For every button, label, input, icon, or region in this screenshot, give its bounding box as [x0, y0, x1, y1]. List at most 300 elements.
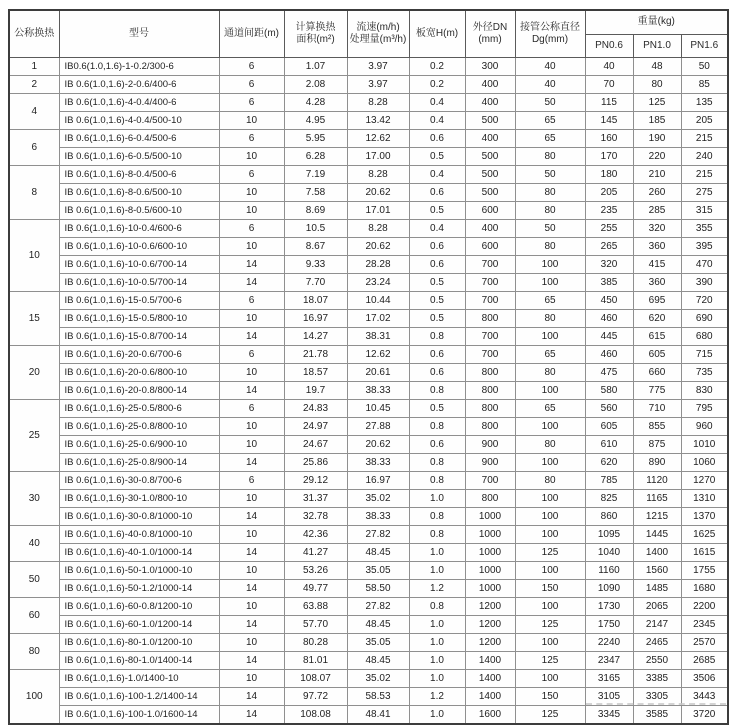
pn10-cell: 3305 — [633, 687, 681, 705]
flow-cell: 23.24 — [347, 273, 409, 291]
flow-cell: 35.05 — [347, 633, 409, 651]
area-cell: 7.19 — [284, 165, 347, 183]
pn06-cell: 460 — [585, 345, 633, 363]
flow-cell: 12.62 — [347, 345, 409, 363]
flow-cell: 48.45 — [347, 543, 409, 561]
area-cell: 29.12 — [284, 471, 347, 489]
model-cell: IB 0.6(1.0,1.6)-60-0.8/1200-10 — [59, 597, 219, 615]
pn06-cell: 475 — [585, 363, 633, 381]
pn06-cell: 265 — [585, 237, 633, 255]
pn16-cell: 315 — [681, 201, 728, 219]
spacing-cell: 10 — [219, 633, 284, 651]
width-cell: 1.0 — [409, 633, 465, 651]
flow-cell: 35.05 — [347, 561, 409, 579]
pn10-cell: 620 — [633, 309, 681, 327]
width-cell: 0.8 — [409, 597, 465, 615]
pn16-cell: 355 — [681, 219, 728, 237]
dg-cell: 40 — [515, 75, 585, 93]
flow-cell: 35.02 — [347, 489, 409, 507]
flow-cell: 10.45 — [347, 399, 409, 417]
pn06-cell: 610 — [585, 435, 633, 453]
pn06-cell: 1090 — [585, 579, 633, 597]
pn16-cell: 1010 — [681, 435, 728, 453]
pn10-cell: 875 — [633, 435, 681, 453]
width-cell: 0.6 — [409, 129, 465, 147]
dn-cell: 500 — [465, 183, 515, 201]
dg-cell: 100 — [515, 327, 585, 345]
spacing-cell: 10 — [219, 525, 284, 543]
table-row — [9, 129, 728, 147]
spacing-cell: 14 — [219, 705, 284, 724]
pn06-cell: 1160 — [585, 561, 633, 579]
spacing-cell: 10 — [219, 201, 284, 219]
spec-sheet — [8, 9, 729, 725]
pn06-cell: 785 — [585, 471, 633, 489]
pn16-cell: 735 — [681, 363, 728, 381]
spacing-cell: 10 — [219, 561, 284, 579]
pn16-cell: 135 — [681, 93, 728, 111]
model-cell: IB 0.6(1.0,1.6)-60-1.0/1200-14 — [59, 615, 219, 633]
model-cell: IB 0.6(1.0,1.6)-4-0.4/400-6 — [59, 93, 219, 111]
width-cell: 0.5 — [409, 201, 465, 219]
pn10-cell: 1485 — [633, 579, 681, 597]
model-cell: IB 0.6(1.0,1.6)-10-0.5/700-14 — [59, 273, 219, 291]
dn-cell: 400 — [465, 75, 515, 93]
spacing-cell: 14 — [219, 615, 284, 633]
table-row — [9, 489, 728, 507]
header-flow-line1: 流速(m/h) — [356, 21, 400, 33]
model-cell: IB 0.6(1.0,1.6)-25-0.8/900-14 — [59, 453, 219, 471]
table-row — [9, 93, 728, 111]
nominal-cell: 30 — [9, 471, 59, 525]
area-cell: 41.27 — [284, 543, 347, 561]
area-cell: 108.08 — [284, 705, 347, 724]
pn10-cell: 190 — [633, 129, 681, 147]
dn-cell: 1000 — [465, 507, 515, 525]
spacing-cell: 10 — [219, 111, 284, 129]
spacing-cell: 10 — [219, 489, 284, 507]
pn16-cell: 85 — [681, 75, 728, 93]
model-cell: IB 0.6(1.0,1.6)-20-0.6/800-10 — [59, 363, 219, 381]
pn10-cell: 125 — [633, 93, 681, 111]
dn-cell: 500 — [465, 111, 515, 129]
dn-cell: 800 — [465, 489, 515, 507]
table-row — [9, 471, 728, 489]
width-cell: 0.8 — [409, 327, 465, 345]
pn06-cell: 445 — [585, 327, 633, 345]
width-cell: 0.6 — [409, 255, 465, 273]
pn16-cell: 275 — [681, 183, 728, 201]
table-row — [9, 543, 728, 561]
spacing-cell: 14 — [219, 327, 284, 345]
dn-cell: 1000 — [465, 525, 515, 543]
model-cell: IB 0.6(1.0,1.6)-6-0.4/500-6 — [59, 129, 219, 147]
pn06-cell: 385 — [585, 273, 633, 291]
area-cell: 10.5 — [284, 219, 347, 237]
width-cell: 1.0 — [409, 705, 465, 724]
dg-cell: 100 — [515, 669, 585, 687]
flow-cell: 20.61 — [347, 363, 409, 381]
area-cell: 8.69 — [284, 201, 347, 219]
spacing-cell: 14 — [219, 273, 284, 291]
pn16-cell: 960 — [681, 417, 728, 435]
pn06-cell: 170 — [585, 147, 633, 165]
spacing-cell: 6 — [219, 399, 284, 417]
model-cell: IB 0.6(1.0,1.6)-1.0/1400-10 — [59, 669, 219, 687]
dg-cell: 40 — [515, 57, 585, 75]
nominal-cell: 20 — [9, 345, 59, 399]
pn10-cell: 285 — [633, 201, 681, 219]
area-cell: 16.97 — [284, 309, 347, 327]
table-row — [9, 507, 728, 525]
pn06-cell: 235 — [585, 201, 633, 219]
spacing-cell: 14 — [219, 381, 284, 399]
pn16-cell: 2570 — [681, 633, 728, 651]
dn-cell: 400 — [465, 93, 515, 111]
pn10-cell: 210 — [633, 165, 681, 183]
header-dg-line2: Dg(mm) — [531, 33, 569, 45]
nominal-cell: 40 — [9, 525, 59, 561]
dg-cell: 80 — [515, 237, 585, 255]
pn16-cell: 3506 — [681, 669, 728, 687]
model-cell: IB 0.6(1.0,1.6)-8-0.4/500-6 — [59, 165, 219, 183]
width-cell: 0.5 — [409, 291, 465, 309]
pn16-cell: 1625 — [681, 525, 728, 543]
nominal-cell: 8 — [9, 165, 59, 219]
dg-cell: 80 — [515, 435, 585, 453]
spacing-cell: 14 — [219, 687, 284, 705]
spacing-cell: 14 — [219, 651, 284, 669]
pn16-cell: 215 — [681, 129, 728, 147]
model-cell: IB 0.6(1.0,1.6)-80-1.0/1200-10 — [59, 633, 219, 651]
pn16-cell: 1615 — [681, 543, 728, 561]
spacing-cell: 6 — [219, 471, 284, 489]
pn10-cell: 1120 — [633, 471, 681, 489]
dg-cell: 80 — [515, 471, 585, 489]
model-cell: IB 0.6(1.0,1.6)-40-0.8/1000-10 — [59, 525, 219, 543]
table-row — [9, 561, 728, 579]
pn10-cell: 1560 — [633, 561, 681, 579]
width-cell: 0.5 — [409, 273, 465, 291]
flow-cell: 3.97 — [347, 57, 409, 75]
width-cell: 0.8 — [409, 453, 465, 471]
dg-cell: 125 — [515, 651, 585, 669]
area-cell: 1.07 — [284, 57, 347, 75]
flow-cell: 38.31 — [347, 327, 409, 345]
model-cell: IB 0.6(1.0,1.6)-8-0.6/500-10 — [59, 183, 219, 201]
dn-cell: 1200 — [465, 597, 515, 615]
table-row — [9, 345, 728, 363]
width-cell: 0.8 — [409, 471, 465, 489]
width-cell: 0.4 — [409, 93, 465, 111]
table-row — [9, 615, 728, 633]
header-flow — [347, 10, 409, 57]
area-cell: 63.88 — [284, 597, 347, 615]
width-cell: 0.6 — [409, 237, 465, 255]
dn-cell: 700 — [465, 327, 515, 345]
table-row — [9, 579, 728, 597]
table-row — [9, 291, 728, 309]
area-cell: 14.27 — [284, 327, 347, 345]
area-cell: 19.7 — [284, 381, 347, 399]
model-cell: IB 0.6(1.0,1.6)-20-0.6/700-6 — [59, 345, 219, 363]
pn06-cell: 3345 — [585, 705, 633, 724]
dg-cell: 65 — [515, 399, 585, 417]
header-pn16: PN1.6 — [681, 34, 728, 57]
flow-cell: 17.02 — [347, 309, 409, 327]
pn06-cell: 620 — [585, 453, 633, 471]
dg-cell: 125 — [515, 615, 585, 633]
header-dn-line1: 外径DN — [472, 21, 508, 33]
pn16-cell: 3720 — [681, 705, 728, 724]
spacing-cell: 10 — [219, 309, 284, 327]
width-cell: 1.0 — [409, 669, 465, 687]
pn10-cell: 2465 — [633, 633, 681, 651]
area-cell: 2.08 — [284, 75, 347, 93]
spacing-cell: 6 — [219, 291, 284, 309]
pn16-cell: 830 — [681, 381, 728, 399]
flow-cell: 8.28 — [347, 219, 409, 237]
nominal-cell: 4 — [9, 93, 59, 129]
pn06-cell: 255 — [585, 219, 633, 237]
spacing-cell: 6 — [219, 129, 284, 147]
pn06-cell: 2347 — [585, 651, 633, 669]
flow-cell: 38.33 — [347, 381, 409, 399]
dn-cell: 500 — [465, 147, 515, 165]
nominal-cell: 25 — [9, 399, 59, 471]
area-cell: 18.07 — [284, 291, 347, 309]
width-cell: 0.4 — [409, 219, 465, 237]
area-cell: 31.37 — [284, 489, 347, 507]
flow-cell: 16.97 — [347, 471, 409, 489]
model-cell: IB 0.6(1.0,1.6)-100-1.2/1400-14 — [59, 687, 219, 705]
spacing-cell: 6 — [219, 345, 284, 363]
pn16-cell: 2200 — [681, 597, 728, 615]
table-row — [9, 147, 728, 165]
width-cell: 0.2 — [409, 57, 465, 75]
pn10-cell: 710 — [633, 399, 681, 417]
table-row — [9, 237, 728, 255]
pn06-cell: 560 — [585, 399, 633, 417]
dn-cell: 1400 — [465, 687, 515, 705]
width-cell: 0.8 — [409, 381, 465, 399]
pn06-cell: 320 — [585, 255, 633, 273]
pn06-cell: 40 — [585, 57, 633, 75]
dn-cell: 900 — [465, 435, 515, 453]
header-spacing: 通道间距(m) — [219, 10, 284, 57]
pn16-cell: 690 — [681, 309, 728, 327]
dg-cell: 100 — [515, 255, 585, 273]
width-cell: 0.6 — [409, 363, 465, 381]
dg-cell: 65 — [515, 291, 585, 309]
area-cell: 18.57 — [284, 363, 347, 381]
pn16-cell: 205 — [681, 111, 728, 129]
spacing-cell: 10 — [219, 417, 284, 435]
width-cell: 1.0 — [409, 489, 465, 507]
pn06-cell: 1750 — [585, 615, 633, 633]
model-cell: IB 0.6(1.0,1.6)-100-1.0/1600-14 — [59, 705, 219, 724]
width-cell: 1.2 — [409, 687, 465, 705]
dn-cell: 800 — [465, 381, 515, 399]
area-cell: 97.72 — [284, 687, 347, 705]
dn-cell: 700 — [465, 291, 515, 309]
flow-cell: 20.62 — [347, 435, 409, 453]
pn16-cell: 1680 — [681, 579, 728, 597]
flow-cell: 27.82 — [347, 597, 409, 615]
nominal-cell: 10 — [9, 219, 59, 291]
area-cell: 7.58 — [284, 183, 347, 201]
table-row — [9, 399, 728, 417]
spacing-cell: 6 — [219, 219, 284, 237]
model-cell: IB 0.6(1.0,1.6)-50-1.0/1000-10 — [59, 561, 219, 579]
area-cell: 24.67 — [284, 435, 347, 453]
pn10-cell: 360 — [633, 237, 681, 255]
dn-cell: 400 — [465, 129, 515, 147]
spacing-cell: 14 — [219, 255, 284, 273]
dg-cell: 100 — [515, 525, 585, 543]
dg-cell: 80 — [515, 309, 585, 327]
spacing-cell: 6 — [219, 165, 284, 183]
spacing-cell: 10 — [219, 183, 284, 201]
spacing-cell: 6 — [219, 75, 284, 93]
dn-cell: 1600 — [465, 705, 515, 724]
flow-cell: 28.28 — [347, 255, 409, 273]
flow-cell: 20.62 — [347, 237, 409, 255]
pn06-cell: 825 — [585, 489, 633, 507]
table-row — [9, 651, 728, 669]
pn10-cell: 3385 — [633, 669, 681, 687]
header-dn-line2: (mm) — [478, 33, 502, 45]
dg-cell: 150 — [515, 579, 585, 597]
header-area-line1: 计算换热 — [295, 21, 336, 33]
nominal-cell: 100 — [9, 669, 59, 724]
model-cell: IB 0.6(1.0,1.6)-15-0.5/800-10 — [59, 309, 219, 327]
width-cell: 0.2 — [409, 75, 465, 93]
spacing-cell: 10 — [219, 147, 284, 165]
table-row — [9, 669, 728, 687]
pn06-cell: 205 — [585, 183, 633, 201]
dn-cell: 1000 — [465, 561, 515, 579]
spacing-cell: 14 — [219, 453, 284, 471]
table-header — [9, 10, 728, 57]
area-cell: 108.07 — [284, 669, 347, 687]
pn10-cell: 415 — [633, 255, 681, 273]
nominal-cell: 2 — [9, 75, 59, 93]
pn10-cell: 2147 — [633, 615, 681, 633]
pn10-cell: 605 — [633, 345, 681, 363]
model-cell: IB 0.6(1.0,1.6)-25-0.8/800-10 — [59, 417, 219, 435]
pn06-cell: 460 — [585, 309, 633, 327]
nominal-cell: 15 — [9, 291, 59, 345]
dn-cell: 600 — [465, 201, 515, 219]
dg-cell: 50 — [515, 93, 585, 111]
dg-cell: 150 — [515, 687, 585, 705]
pn10-cell: 695 — [633, 291, 681, 309]
pn16-cell: 1060 — [681, 453, 728, 471]
pn10-cell: 2065 — [633, 597, 681, 615]
pn10-cell: 2550 — [633, 651, 681, 669]
model-cell: IB 0.6(1.0,1.6)-2-0.6/400-6 — [59, 75, 219, 93]
flow-cell: 35.02 — [347, 669, 409, 687]
flow-cell: 48.45 — [347, 615, 409, 633]
width-cell: 1.0 — [409, 543, 465, 561]
pn06-cell: 70 — [585, 75, 633, 93]
pn10-cell: 855 — [633, 417, 681, 435]
flow-cell: 8.28 — [347, 93, 409, 111]
dg-cell: 50 — [515, 165, 585, 183]
pn06-cell: 1095 — [585, 525, 633, 543]
pn10-cell: 1165 — [633, 489, 681, 507]
area-cell: 8.67 — [284, 237, 347, 255]
width-cell: 0.6 — [409, 435, 465, 453]
flow-cell: 27.82 — [347, 525, 409, 543]
area-cell: 9.33 — [284, 255, 347, 273]
width-cell: 0.8 — [409, 507, 465, 525]
pn10-cell: 320 — [633, 219, 681, 237]
pn10-cell: 48 — [633, 57, 681, 75]
model-cell: IB 0.6(1.0,1.6)-30-0.8/700-6 — [59, 471, 219, 489]
dg-cell: 65 — [515, 129, 585, 147]
pn16-cell: 1270 — [681, 471, 728, 489]
dn-cell: 1200 — [465, 615, 515, 633]
spacing-cell: 10 — [219, 597, 284, 615]
header-pn10: PN1.0 — [633, 34, 681, 57]
watermark-artifact — [586, 697, 726, 705]
dg-cell: 100 — [515, 561, 585, 579]
width-cell: 1.0 — [409, 651, 465, 669]
dg-cell: 100 — [515, 417, 585, 435]
model-cell: IB 0.6(1.0,1.6)-10-0.6/700-14 — [59, 255, 219, 273]
model-cell: IB 0.6(1.0,1.6)-10-0.6/600-10 — [59, 237, 219, 255]
pn10-cell: 775 — [633, 381, 681, 399]
width-cell: 0.4 — [409, 165, 465, 183]
pn06-cell: 115 — [585, 93, 633, 111]
model-cell: IB 0.6(1.0,1.6)-6-0.5/500-10 — [59, 147, 219, 165]
flow-cell: 17.00 — [347, 147, 409, 165]
pn06-cell: 605 — [585, 417, 633, 435]
pn10-cell: 890 — [633, 453, 681, 471]
dg-cell: 80 — [515, 147, 585, 165]
pn06-cell: 3105 — [585, 687, 633, 705]
pn06-cell: 3165 — [585, 669, 633, 687]
width-cell: 0.5 — [409, 309, 465, 327]
dn-cell: 800 — [465, 363, 515, 381]
pn10-cell: 80 — [633, 75, 681, 93]
flow-cell: 20.62 — [347, 183, 409, 201]
dg-cell: 100 — [515, 633, 585, 651]
pn16-cell: 795 — [681, 399, 728, 417]
spacing-cell: 10 — [219, 363, 284, 381]
table-row — [9, 525, 728, 543]
pn10-cell: 660 — [633, 363, 681, 381]
width-cell: 0.5 — [409, 399, 465, 417]
area-cell: 32.78 — [284, 507, 347, 525]
nominal-cell: 80 — [9, 633, 59, 669]
width-cell: 0.8 — [409, 525, 465, 543]
flow-cell: 17.01 — [347, 201, 409, 219]
nominal-cell: 6 — [9, 129, 59, 165]
model-cell: IB 0.6(1.0,1.6)-50-1.2/1000-14 — [59, 579, 219, 597]
area-cell: 49.77 — [284, 579, 347, 597]
pn16-cell: 2345 — [681, 615, 728, 633]
table-row — [9, 75, 728, 93]
header-plate-width: 板宽H(m) — [409, 10, 465, 57]
table-row — [9, 111, 728, 129]
area-cell: 25.86 — [284, 453, 347, 471]
dn-cell: 1200 — [465, 633, 515, 651]
pn16-cell: 395 — [681, 237, 728, 255]
model-cell: IB 0.6(1.0,1.6)-25-0.6/900-10 — [59, 435, 219, 453]
